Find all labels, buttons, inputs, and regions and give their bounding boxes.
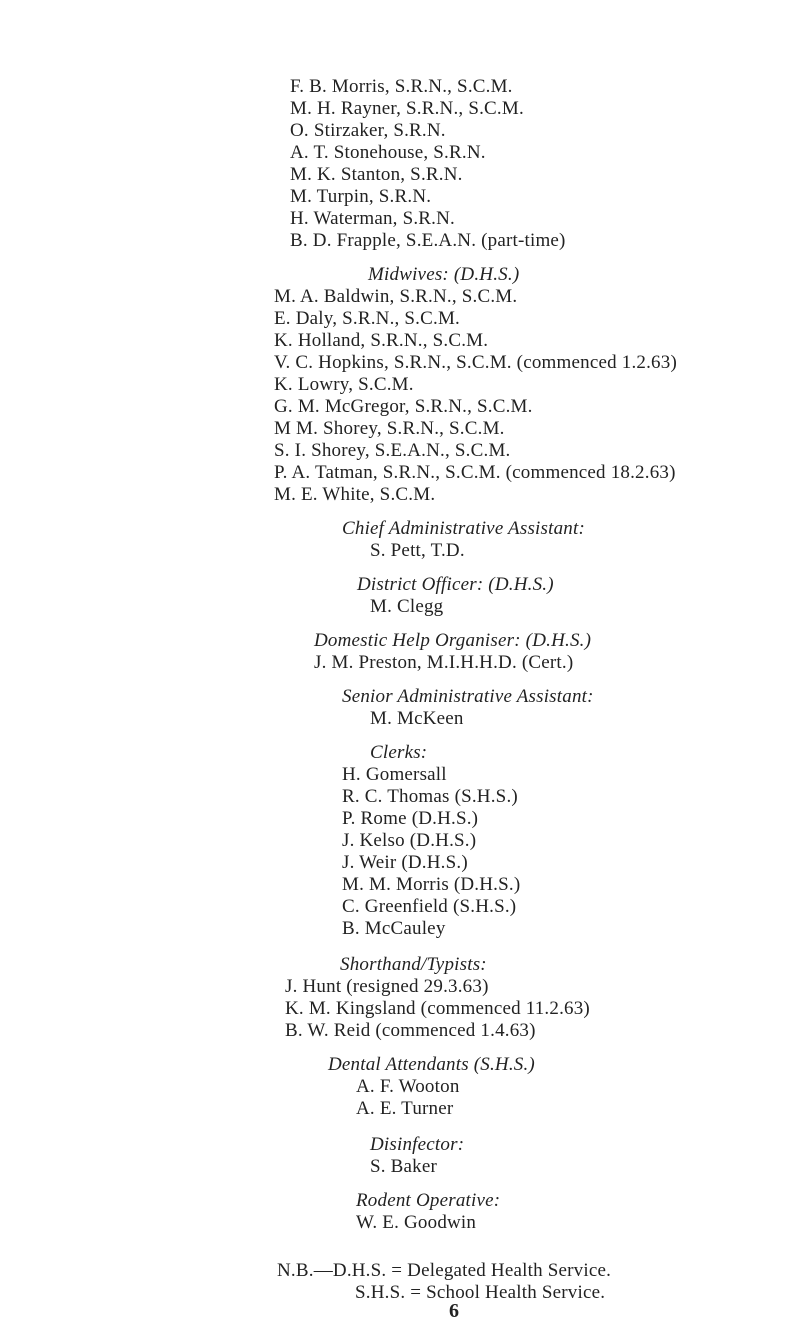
typist-entry: J. Hunt (resigned 29.3.63)	[285, 976, 489, 997]
disinfector-name: S. Baker	[370, 1156, 438, 1177]
midwife-entry: S. I. Shorey, S.E.A.N., S.C.M.	[274, 440, 511, 461]
section-heading-district-officer: District Officer: (D.H.S.)	[357, 574, 554, 595]
clerk-entry: H. Gomersall	[342, 764, 447, 785]
typist-entry: B. W. Reid (commenced 1.4.63)	[285, 1020, 536, 1041]
staff-entry: O. Stirzaker, S.R.N.	[290, 120, 446, 141]
chief-admin-name: S. Pett, T.D.	[370, 540, 465, 561]
clerk-entry: J. Kelso (D.H.S.)	[342, 830, 477, 851]
clerk-entry: R. C. Thomas (S.H.S.)	[342, 786, 518, 807]
staff-entry: F. B. Morris, S.R.N., S.C.M.	[290, 76, 513, 97]
section-heading-dental: Dental Attendants (S.H.S.)	[328, 1054, 535, 1075]
section-heading-domestic-help: Domestic Help Organiser: (D.H.S.)	[314, 630, 592, 651]
dental-attendant-entry: A. E. Turner	[356, 1098, 454, 1119]
section-heading-clerks: Clerks:	[370, 742, 428, 763]
staff-entry: A. T. Stonehouse, S.R.N.	[290, 142, 486, 163]
staff-entry: M. K. Stanton, S.R.N.	[290, 164, 463, 185]
clerk-entry: M. M. Morris (D.H.S.)	[342, 874, 521, 895]
senior-admin-name: M. McKeen	[370, 708, 464, 729]
midwife-entry: M. A. Baldwin, S.R.N., S.C.M.	[274, 286, 518, 307]
section-heading-rodent: Rodent Operative:	[356, 1190, 501, 1211]
midwife-entry: K. Lowry, S.C.M.	[274, 374, 414, 395]
staff-entry: B. D. Frapple, S.E.A.N. (part-time)	[290, 230, 566, 251]
staff-entry: M. H. Rayner, S.R.N., S.C.M.	[290, 98, 524, 119]
section-heading-senior-admin: Senior Administrative Assistant:	[342, 686, 594, 707]
clerk-entry: B. McCauley	[342, 918, 446, 939]
midwife-entry: M. E. White, S.C.M.	[274, 484, 436, 505]
note-shs: S.H.S. = School Health Service.	[355, 1282, 606, 1303]
midwife-entry: E. Daly, S.R.N., S.C.M.	[274, 308, 460, 329]
page-number: 6	[449, 1300, 460, 1322]
midwife-entry: G. M. McGregor, S.R.N., S.C.M.	[274, 396, 533, 417]
clerk-entry: C. Greenfield (S.H.S.)	[342, 896, 517, 917]
note-dhs: N.B.—D.H.S. = Delegated Health Service.	[277, 1260, 612, 1281]
midwife-entry: K. Holland, S.R.N., S.C.M.	[274, 330, 489, 351]
dental-attendant-entry: A. F. Wooton	[356, 1076, 460, 1097]
section-heading-midwives: Midwives: (D.H.S.)	[368, 264, 520, 285]
clerk-entry: J. Weir (D.H.S.)	[342, 852, 468, 873]
rodent-operative-name: W. E. Goodwin	[356, 1212, 477, 1233]
midwife-entry: P. A. Tatman, S.R.N., S.C.M. (commenced 18.2.63)	[274, 462, 676, 483]
section-heading-chief-admin: Chief Administrative Assistant:	[342, 518, 586, 539]
midwife-entry: V. C. Hopkins, S.R.N., S.C.M. (commenced 1.2.63)	[274, 352, 677, 373]
typist-entry: K. M. Kingsland (commenced 11.2.63)	[285, 998, 590, 1019]
clerk-entry: P. Rome (D.H.S.)	[342, 808, 479, 829]
domestic-help-name: J. M. Preston, M.I.H.H.D. (Cert.)	[314, 652, 574, 673]
staff-entry: H. Waterman, S.R.N.	[290, 208, 455, 229]
section-heading-typists: Shorthand/Typists:	[340, 954, 487, 975]
midwife-entry: M M. Shorey, S.R.N., S.C.M.	[274, 418, 505, 439]
district-officer-name: M. Clegg	[370, 596, 444, 617]
section-heading-disinfector: Disinfector:	[370, 1134, 465, 1155]
staff-entry: M. Turpin, S.R.N.	[290, 186, 432, 207]
